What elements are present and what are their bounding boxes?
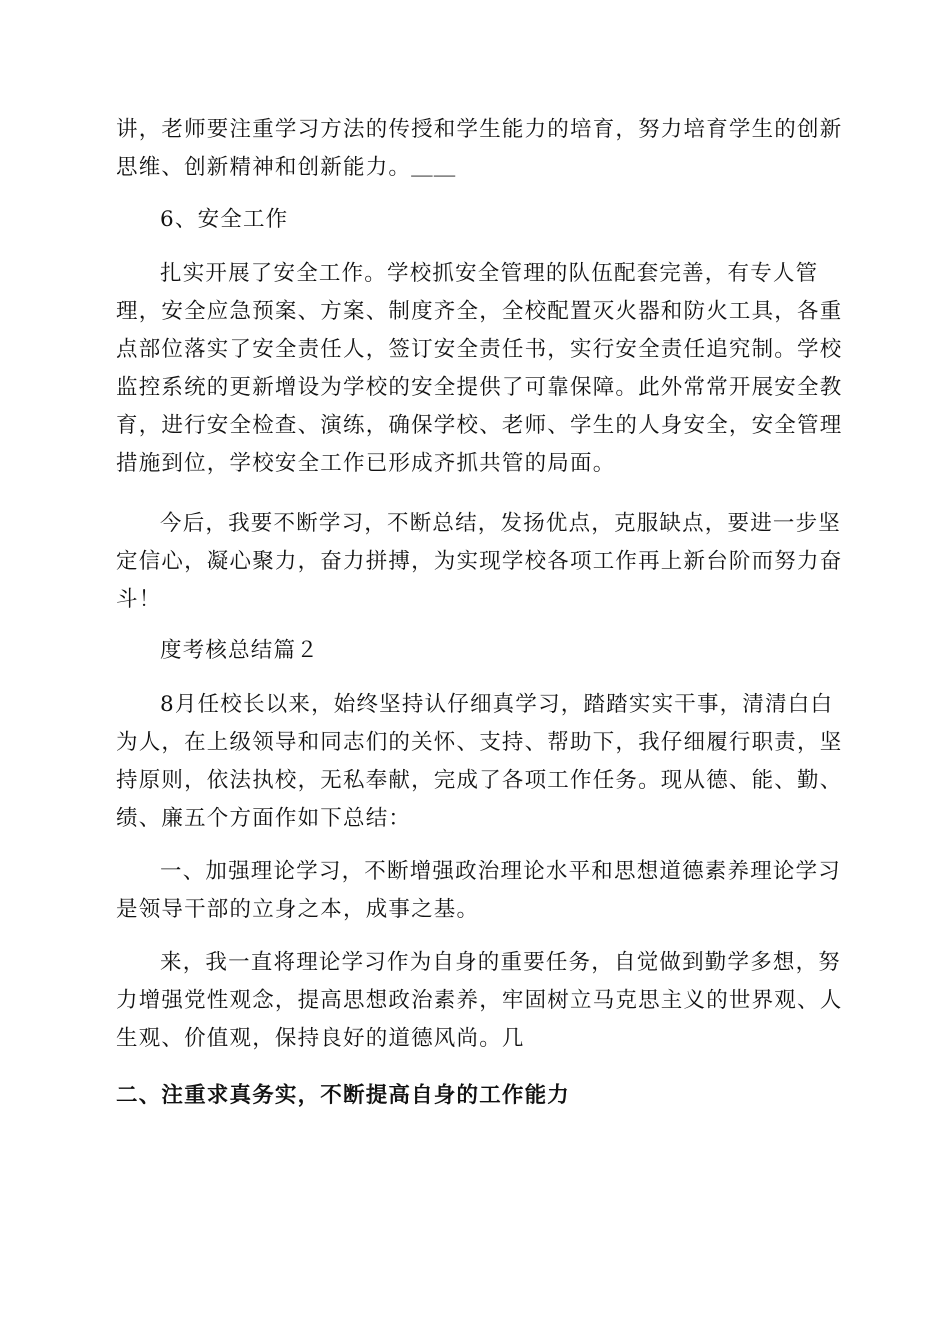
text-line: 点部位落实了安全责任人，签订安全责任书，实行安全责任追究制。学校 [116, 337, 843, 362]
paragraph-principal-intro [116, 686, 843, 838]
text-line: 绩、廉五个方面作如下总结： [116, 806, 412, 831]
text-line: 力增强党性观念，提高思想政治素养，牢固树立马克思主义的世界观、人 [116, 988, 843, 1013]
text-line: 为人，在上级领导和同志们的关怀、支持、帮助下，我仔细履行职责，坚 [116, 730, 843, 755]
text-line: 理，安全应急预案、方案、制度齐全，全校配置灭火器和防火工具，各重 [116, 299, 843, 324]
section-heading-summary-2 [116, 632, 832, 670]
text-line: 生观、价值观，保持良好的道德风尚。几 [116, 1026, 525, 1051]
text-line: 斗！ [116, 587, 162, 612]
text-line: 措施到位，学校安全工作已形成齐抓共管的局面。 [116, 451, 616, 476]
paragraph-creative-teaching [116, 111, 843, 187]
text-line: 度考核总结篇２ [160, 638, 319, 663]
section-heading-work-ability [116, 1077, 832, 1115]
text-line: 监控系统的更新增设为学校的安全提供了可靠保障。此外常常开展安全教 [116, 375, 843, 400]
section-heading-safety-work [116, 201, 832, 239]
text-line: 6、安全工作 [160, 207, 289, 232]
text-line: 思维、创新精神和创新能力。＿＿ [116, 155, 457, 180]
text-line: 一、加强理论学习，不断增强政治理论水平和思想道德素养理论学习 [160, 859, 842, 884]
text-line: 今后，我要不断学习，不断总结，发扬优点，克服缺点，要进一步坚 [160, 511, 842, 536]
text-line: 来，我一直将理论学习作为自身的重要任务，自觉做到勤学多想，努 [160, 950, 842, 975]
text-line: 持原则，依法执校，无私奉献，完成了各项工作任务。现从德、能、勤、 [116, 768, 843, 793]
text-line: 8月任校长以来，始终坚持认仔细真学习，踏踏实实干事，清清白白 [160, 692, 834, 717]
paragraph-political-quality [116, 944, 843, 1058]
text-line: 二、注重求真务实，不断提高自身的工作能力 [116, 1083, 571, 1108]
paragraph-safety-management [116, 255, 843, 483]
paragraph-future-plans [116, 505, 843, 619]
text-line: 定信心，凝心聚力，奋力拼搏，为实现学校各项工作再上新台阶而努力奋 [116, 549, 843, 574]
text-line: 育，进行安全检查、演练，确保学校、老师、学生的人身安全，安全管理 [116, 413, 843, 438]
text-line: 讲，老师要注重学习方法的传授和学生能力的培育，努力培育学生的创新 [116, 117, 843, 142]
text-line: 扎实开展了安全工作。学校抓安全管理的队伍配套完善，有专人管 [160, 261, 819, 286]
paragraph-theory-study [116, 853, 842, 929]
text-line: 是领导干部的立身之本，成事之基。 [116, 897, 480, 922]
